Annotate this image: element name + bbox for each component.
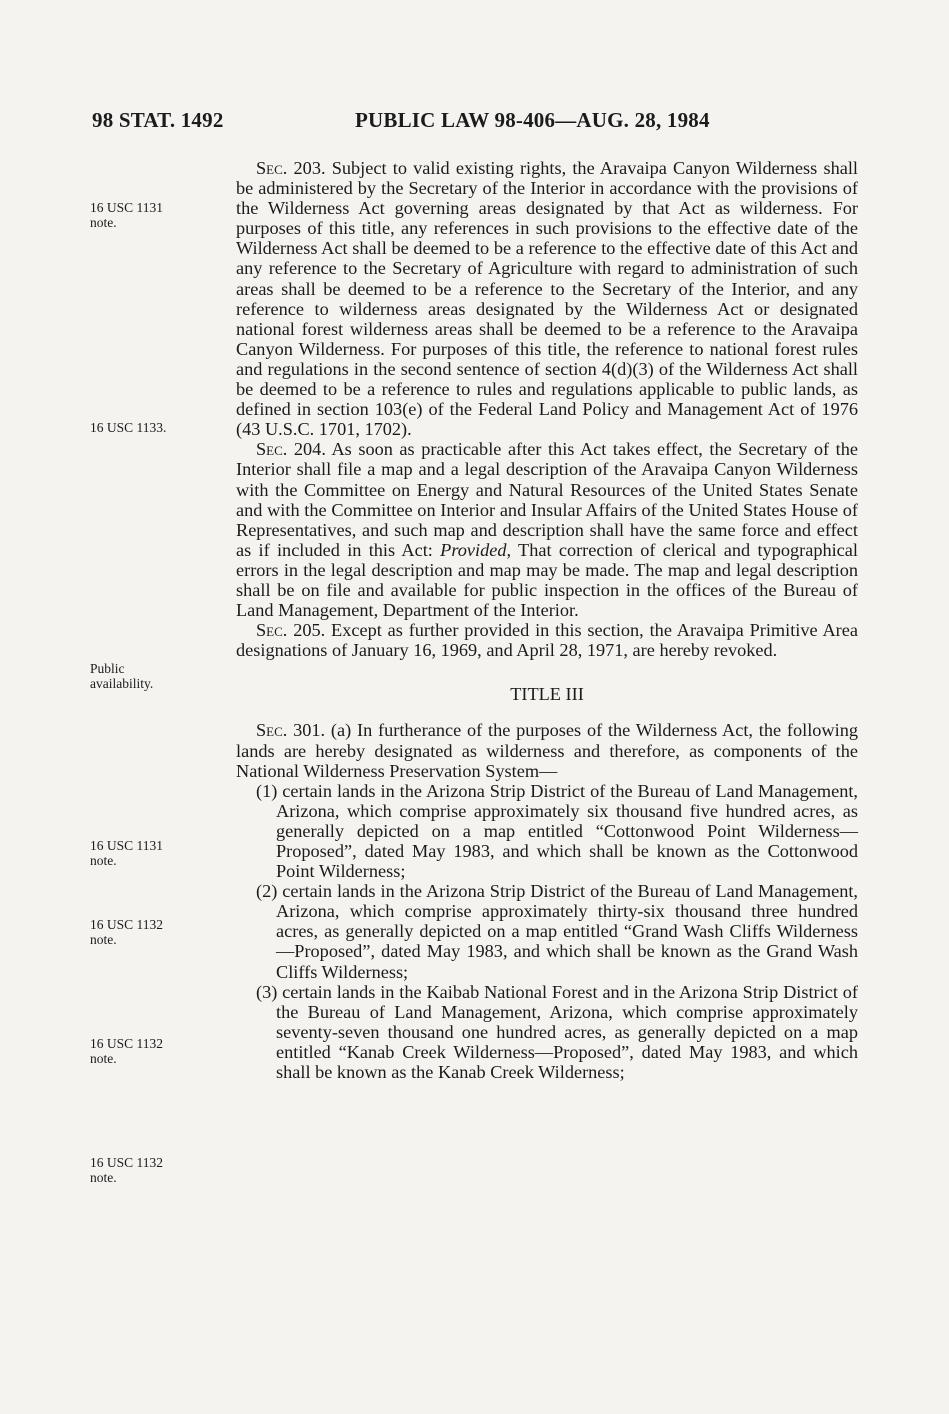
section-text: Subject to valid existing rights, the Aravaipa Canyon Wilderness shall be administered by the Secretary of the Interior in accordance with the provisions of the Wilderness Act governing areas designated by that Act as wilderness. For purposes of this title, any references in such provisions to the effective date of the Wilderness Act shall be deemed to be a reference to the effective date of this Act and any reference to the Secretary of Agriculture with regard to administration of such areas shall be deemed to be a reference to the Secretary of the Interior, and any reference to wilderness areas designated by the Wilderness Act or designated national forest wilderness areas shall be deemed to be a reference to the Aravaipa Canyon Wilderness. For purposes of this title, the reference to national forest rules and regulations in the second sentence of section 4(d)(3) of the Wilderness Act shall be deemed to be a reference to rules and regulations applicable to public lands, as defined in section 103(e) of the Federal Land Policy and Management Act of 1976 (43 U.S.C. 1701, 1702). bbox=[236, 158, 858, 440]
margin-note bbox=[90, 200, 163, 230]
margin-note-line: availability. bbox=[90, 676, 154, 691]
margin-note-line: note. bbox=[90, 1170, 117, 1185]
section-text: (a) In furtherance of the purposes of the Wilderness Act, the following lands are hereby designated as wilderness and therefore, as components of the National Wilderness Preservation System— bbox=[236, 720, 858, 781]
body-text bbox=[236, 158, 858, 1082]
margin-note bbox=[90, 838, 163, 868]
section-text: That correction of clerical and typographical errors in the legal description and map may be made. The map and legal description shall be on file and available for public inspection in the offices of the Bureau of Land Management, Department of the Interior. bbox=[236, 539, 858, 621]
proviso-term: Provided, bbox=[440, 539, 512, 560]
title-heading: TITLE III bbox=[510, 684, 584, 705]
section-205 bbox=[236, 620, 858, 660]
statute-page-number: 98 STAT. 1492 bbox=[92, 108, 224, 132]
margin-note-line: note. bbox=[90, 215, 117, 230]
section-301 bbox=[236, 720, 858, 780]
margin-note bbox=[90, 917, 163, 947]
margin-note-line: 16 USC 1132 bbox=[90, 917, 164, 932]
section-text: As soon as practicable after this Act takes effect, the Secretary of the Interior shall file a map and a legal description of the Aravaipa Canyon Wilderness with the Committee on Energy and Natural Resources of the United States Senate and with the Committee on Interior and Insular Affairs of the United States House of Representatives, and such map and description shall have the same force and effect as if included in this Act: bbox=[236, 439, 858, 560]
margin-note-line: note. bbox=[90, 853, 117, 868]
margin-note bbox=[90, 1036, 163, 1066]
list-item: (1) certain lands in the Arizona Strip District of the Bureau of Land Management, Arizona, which comprise approximately six thousand five hundred acres, as generally depicted on a map entitled “Cottonwood Point Wilderness—Proposed”, dated May 1983, and which shall be known as the Cottonwood Point Wilderness; bbox=[256, 780, 858, 882]
margin-note-line: 16 USC 1133. bbox=[90, 420, 167, 435]
section-label: Sec. 301. bbox=[256, 720, 326, 741]
running-header: PUBLIC LAW 98-406—AUG. 28, 1984 bbox=[355, 108, 710, 132]
margin-note bbox=[90, 1155, 163, 1185]
section-text: Except as further provided in this section, the Aravaipa Primitive Area designations of January 16, 1969, and April 28, 1971, are hereby revoked. bbox=[236, 620, 858, 661]
list-item: (2) certain lands in the Arizona Strip District of the Bureau of Land Management, Arizona, which comprise approximately thirty-six thousand three hundred acres, as generally depicted on a map entitled “Grand Wash Cliffs Wilderness—Proposed”, dated May 1983, and which shall be known as the Grand Wash Cliffs Wilderness; bbox=[256, 881, 858, 982]
margin-note-line: Public bbox=[90, 661, 125, 676]
margin-note bbox=[90, 420, 166, 435]
margin-note-line: note. bbox=[90, 1051, 117, 1066]
section-203 bbox=[236, 158, 858, 439]
margin-note-line: note. bbox=[90, 932, 117, 947]
margin-note-line: 16 USC 1132 bbox=[90, 1036, 164, 1051]
section-label: Sec. 204. bbox=[256, 439, 326, 460]
margin-note-line: 16 USC 1131 bbox=[90, 200, 164, 215]
margin-note bbox=[90, 661, 153, 691]
section-204 bbox=[236, 439, 858, 620]
section-label: Sec. 203. bbox=[256, 158, 326, 178]
margin-note-line: 16 USC 1132 bbox=[90, 1155, 164, 1170]
margin-note-line: 16 USC 1131 bbox=[90, 838, 164, 853]
section-label: Sec. 205. bbox=[256, 620, 326, 641]
list-item: (3) certain lands in the Kaibab National Forest and in the Arizona Strip District of the Bureau of Land Management, Arizona, which comprise approximately seventy-seven thousand one hundred acres, as generally depicted on a map entitled “Kanab Creek Wilderness—Proposed”, dated May 1983, and which shall be known as the Kanab Creek Wilderness; bbox=[256, 981, 858, 1083]
